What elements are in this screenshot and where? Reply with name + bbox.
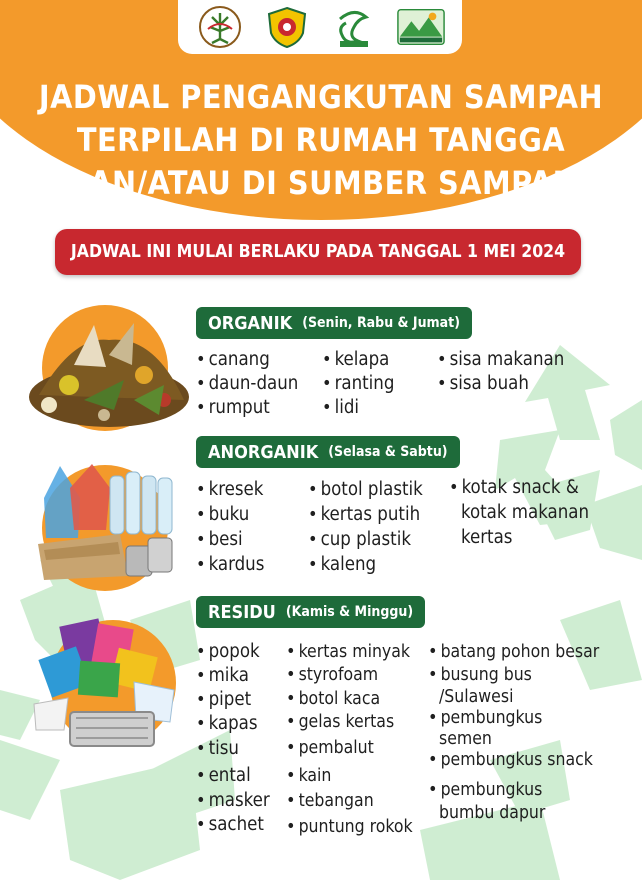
list-item: • pembungkus snack: [428, 749, 593, 770]
list-item: • pipet: [196, 689, 252, 710]
inorganic-waste-icon: [30, 458, 190, 588]
title-line-1: JADWAL PENGANGKUTAN SAMPAH: [38, 78, 604, 116]
list-item: • kertas minyak: [286, 641, 411, 662]
logo-bar: [178, 0, 462, 54]
list-item: • busung bus: [428, 664, 532, 685]
list-item: • kresek: [196, 479, 264, 500]
list-item: • kelapa: [322, 349, 390, 370]
category-days: (Selasa & Sabtu): [328, 444, 448, 460]
organic-waste-pile-icon: [14, 305, 194, 435]
shield-crest-icon: [262, 5, 312, 49]
list-item: • kain: [286, 765, 332, 786]
list-item: • masker: [196, 790, 270, 811]
list-item: • canang: [196, 349, 270, 370]
list-item: • cup plastik: [308, 529, 411, 550]
list-item: • styrofoam: [286, 664, 379, 685]
list-item: • popok: [196, 641, 260, 662]
list-item: • tisu: [196, 738, 239, 759]
category-days: (Kamis & Minggu): [285, 604, 414, 620]
list-item: • puntung rokok: [286, 816, 413, 837]
list-item: • mika: [196, 665, 249, 686]
list-item: • buku: [196, 504, 250, 525]
swirl-logo-icon: [329, 5, 379, 49]
list-item-continued: bumbu dapur: [439, 803, 546, 823]
list-item: • tebangan: [286, 790, 374, 811]
list-item-continued: semen: [439, 729, 492, 749]
residual-waste-icon: [24, 612, 184, 762]
category-name: ANORGANIK: [208, 441, 319, 463]
effective-date-banner: JADWAL INI MULAI BERLAKU PADA TANGGAL 1 MEI 2024: [55, 229, 581, 275]
category-name: ORGANIK: [208, 312, 293, 334]
list-item: • kaleng: [308, 554, 377, 575]
list-item: • kotak snack &: [449, 477, 579, 498]
list-item: • pembalut: [286, 737, 374, 758]
title-line-3: DAN/ATAU DI SUMBER SAMPAH: [64, 164, 578, 202]
list-item: • kertas putih: [308, 504, 421, 525]
list-item: • gelas kertas: [286, 711, 395, 732]
list-item: • botol plastik: [308, 479, 423, 500]
category-label-anorganik: [196, 436, 460, 468]
list-item: • batang pohon besar: [428, 641, 600, 662]
category-label-organik: [196, 307, 472, 339]
list-item: • botol kaca: [286, 688, 381, 709]
list-item: • besi: [196, 529, 243, 550]
list-item-continued: kertas: [461, 527, 513, 548]
list-item: • rumput: [196, 397, 270, 418]
list-item: • ranting: [322, 373, 395, 394]
list-item-continued: /Sulawesi: [439, 687, 514, 707]
category-name: RESIDU: [208, 601, 276, 623]
list-item-continued: kotak makanan: [461, 502, 590, 523]
agency-emblem-icon: [195, 5, 245, 49]
list-item: • sachet: [196, 814, 264, 835]
list-item: • sisa makanan: [437, 349, 565, 370]
list-item: • kapas: [196, 713, 258, 734]
category-days: (Senin, Rabu & Jumat): [302, 315, 460, 331]
list-item: • kardus: [196, 554, 265, 575]
list-item: • ental: [196, 765, 251, 786]
list-item: • sisa buah: [437, 373, 529, 394]
category-label-residu: [196, 596, 425, 628]
landscape-logo-icon: [396, 5, 446, 49]
list-item: • pembungkus: [428, 707, 543, 728]
list-item: • daun-daun: [196, 373, 299, 394]
list-item: • pembungkus: [428, 779, 543, 800]
list-item: • lidi: [322, 397, 360, 418]
title-line-2: TERPILAH DI RUMAH TANGGA: [76, 121, 566, 159]
